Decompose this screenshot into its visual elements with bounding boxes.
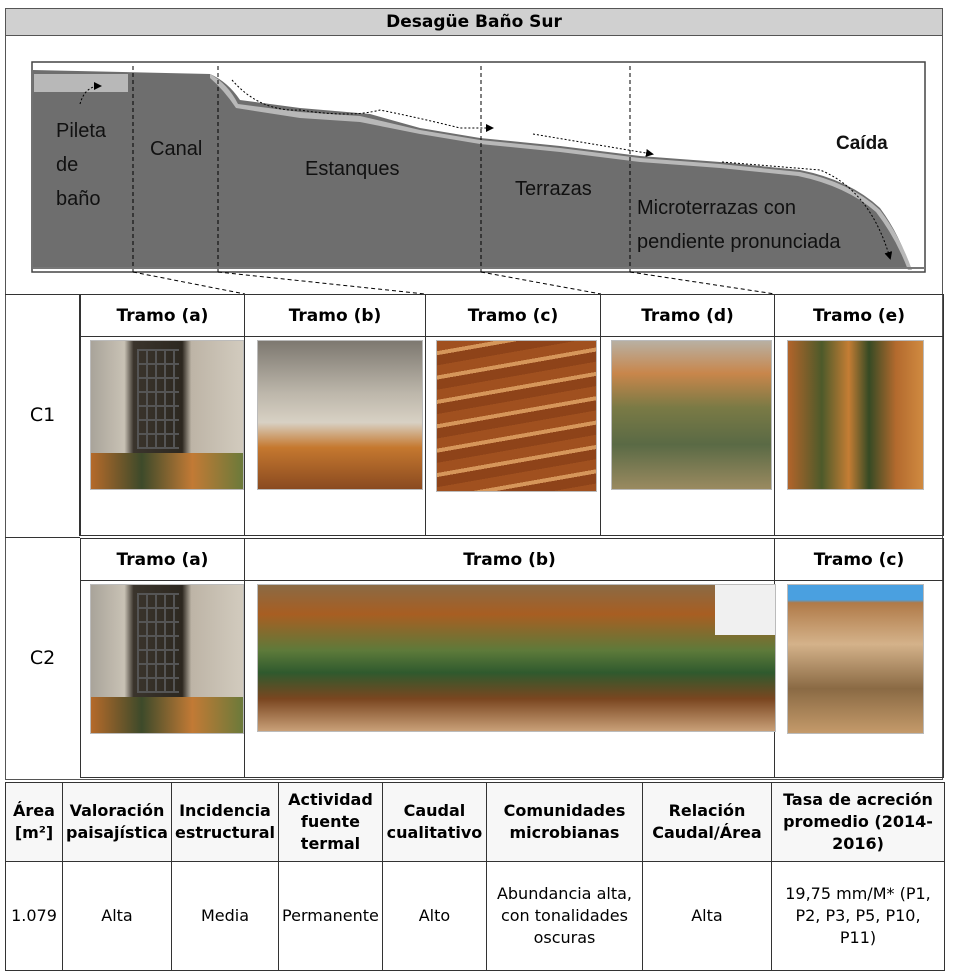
header-tasa: Tasa de acreción promedio (2014-2016) [771,783,944,862]
value-actividad: Permanente [278,862,382,971]
photo-c2-c [787,584,924,734]
value-caudal: Alto [382,862,486,971]
photo-c2-b [257,584,776,732]
c1-tramo-b: Tramo (b) [288,306,382,326]
figure-title: Desagüe Baño Sur [5,8,943,36]
value-incidencia: Media [171,862,278,971]
c2-tramo-c: Tramo (c) [813,550,905,570]
header-actividad: Actividad fuente termal [278,783,382,862]
value-area: 1.079 [6,862,63,971]
label-caida: Caída [836,133,888,154]
header-caudal: Caudal cualitativo [382,783,486,862]
pileta-water [34,74,128,92]
value-relacion: Alta [642,862,771,971]
header-area: Área [m²] [6,783,63,862]
label-estanques: Estanques [305,158,400,180]
c2-tramo-b: Tramo (b) [463,550,556,570]
header-relacion: Relación Caudal/Área [642,783,771,862]
header-valoracion: Valoración paisajística [63,783,172,862]
label-micro-2: pendiente pronunciada [637,231,841,253]
c1-tramo-c: Tramo (c) [467,306,559,326]
photo-c1-e [787,340,924,490]
c1-tramo-a: Tramo (a) [116,306,209,326]
label-terrazas: Terrazas [515,178,592,200]
row-label-c2: C2 [29,647,56,669]
header-comunidades: Comunidades microbianas [486,783,642,862]
photo-c1-d [611,340,772,490]
photo-c1-c [436,340,597,492]
label-pileta-2: de [56,154,79,176]
photo-c2-a [90,584,244,734]
value-tasa: 19,75 mm/M* (P1, P2, P3, P5, P10, P11) [771,862,944,971]
label-micro-1: Microterrazas con [637,197,796,219]
c1-tramo-d: Tramo (d) [641,306,734,326]
c1-tramo-e: Tramo (e) [813,306,905,326]
attributes-table [5,782,945,971]
value-valoracion: Alta [63,862,172,971]
label-pileta-3: baño [56,188,101,210]
row-label-c1: C1 [29,404,56,426]
photo-c1-b [257,340,423,490]
value-comunidades: Abundancia alta, con tonalidades oscuras [486,862,642,971]
photo-c1-a [90,340,244,490]
label-canal: Canal [150,138,203,160]
c2-tramo-a: Tramo (a) [116,550,209,570]
label-pileta-1: Pileta [56,120,107,142]
header-incidencia: Incidencia estructural [171,783,278,862]
